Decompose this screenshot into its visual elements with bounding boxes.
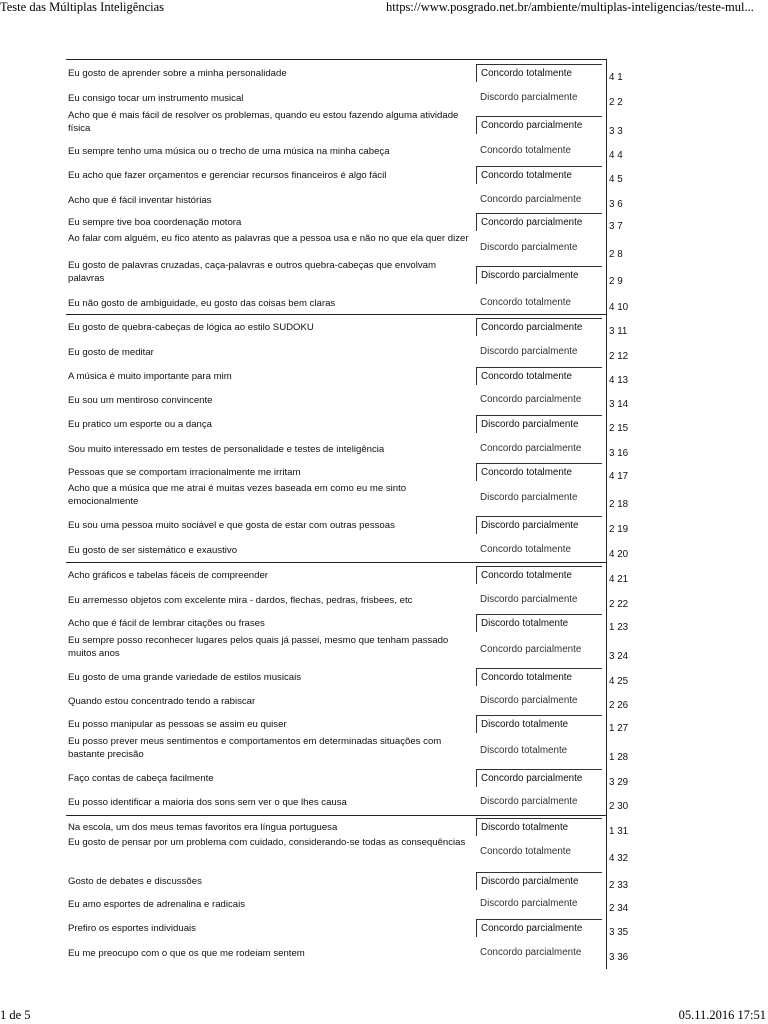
answer-select[interactable]: Discordo parcialmente [476,872,602,890]
answer-select[interactable]: Concordo totalmente [476,566,602,584]
answer-select[interactable]: Concordo totalmente [480,544,571,555]
question-number: 31 [617,826,629,837]
question-row [66,110,666,142]
question-row [66,144,666,166]
question-text: Eu arremesso objetos com excelente mira - dardos, flechas, pedras, frisbees, etc [68,595,413,606]
question-text: Eu gosto de ser sistemático e exaustivo [68,545,238,556]
question-row [66,543,666,565]
question-text: A música é muito importante para mim [68,371,232,382]
question-number: 29 [617,777,629,788]
answer-select[interactable]: Concordo parcialmente [476,318,602,336]
question-number: 33 [617,880,629,891]
score-value: 2 [609,97,615,108]
question-number: 18 [617,499,629,510]
score-cell [609,599,628,610]
score-cell [609,880,628,891]
question-text: Ao falar com alguém, eu fico atento as palavras que a pessoa usa e não no que ela quer dizer [68,233,469,244]
score-value: 4 [609,174,615,185]
score-cell [609,97,623,108]
score-value: 1 [609,752,615,763]
answer-select[interactable]: Concordo parcialmente [476,213,602,231]
score-cell [609,249,623,260]
question-text: Acho que é fácil de lembrar citações ou frases [68,618,265,629]
answer-select[interactable]: Discordo parcialmente [480,492,578,503]
score-value: 2 [609,801,615,812]
question-text: Eu gosto de uma grande variedade de estilos musicais [68,672,302,683]
score-cell [609,676,628,687]
answer-select[interactable]: Discordo totalmente [476,614,602,632]
answer-select[interactable]: Concordo totalmente [480,297,571,308]
question-text: Acho que a música que me atrai é muitas vezes baseada em como eu me sinto emocionalmente [68,483,407,507]
question-number: 25 [617,676,629,687]
document-title: Teste das Múltiplas Inteligências [0,0,165,14]
question-number: 15 [617,423,629,434]
question-row [66,736,666,768]
score-cell [609,700,628,711]
question-number: 20 [617,549,629,560]
question-row [66,260,666,292]
score-cell [609,375,628,386]
score-value: 4 [609,574,615,585]
question-row [66,417,666,439]
question-row [66,296,666,318]
question-text: Eu posso prever meus sentimentos e comportamentos em determinadas situações com bastante precisão [68,736,442,760]
score-value: 4 [609,471,615,482]
score-value: 4 [609,72,615,83]
question-number: 19 [617,524,629,535]
score-value: 4 [609,853,615,864]
score-value: 3 [609,448,615,459]
answer-select[interactable]: Discordo parcialmente [480,695,578,706]
question-row [66,635,666,667]
question-number: 35 [617,927,629,938]
question-text: Eu acho que fazer orçamentos e gerenciar recursos financeiros é algo fácil [68,170,387,181]
question-text: Eu sempre tive boa coordenação motora [68,217,242,228]
answer-select[interactable]: Discordo parcialmente [480,92,578,103]
question-row [66,369,666,391]
score-cell [609,622,628,633]
score-cell [609,351,628,362]
question-text: Na escola, um dos meus temas favoritos era língua portuguesa [68,822,338,833]
question-number: 26 [617,700,629,711]
question-number: 10 [617,302,629,313]
question-number: 21 [617,574,629,585]
score-value: 3 [609,199,615,210]
question-text: Eu consigo tocar um instrumento musical [68,93,244,104]
question-text: Eu posso manipular as pessoas se assim eu quiser [68,719,287,730]
question-number: 2 [617,97,623,108]
question-row [66,518,666,540]
question-text: Eu gosto de pensar por um problema com cuidado, considerando-se todas as consequências [68,837,466,848]
question-number: 6 [617,199,623,210]
score-value: 3 [609,126,615,137]
answer-select[interactable]: Concordo parcialmente [476,769,602,787]
question-row [66,874,666,896]
answer-select[interactable]: Concordo parcialmente [480,194,582,205]
question-text: Faço contas de cabeça facilmente [68,773,214,784]
question-number: 17 [617,471,629,482]
page-header [0,0,768,16]
score-cell [609,150,623,161]
document-url[interactable]: https://www.posgrado.net.br/ambiente/multiplas-inteligencias/teste-mul... [386,0,754,14]
score-value: 3 [609,221,615,232]
question-text: Gosto de debates e discussões [68,876,202,887]
question-text: Eu não gosto de ambiguidade, eu gosto das coisas bem claras [68,298,336,309]
answer-select[interactable]: Concordo parcialmente [480,443,582,454]
question-number: 34 [617,903,629,914]
question-row [66,837,666,869]
answer-select[interactable]: Concordo parcialmente [480,644,582,655]
score-value: 2 [609,351,615,362]
score-value: 2 [609,276,615,287]
score-cell [609,199,623,210]
score-cell [609,276,623,287]
question-row [66,795,666,817]
answer-select[interactable]: Concordo parcialmente [476,116,602,134]
question-number: 27 [617,723,629,734]
question-text: Eu posso identificar a maioria dos sons sem ver o que lhes causa [68,797,347,808]
score-value: 4 [609,150,615,161]
score-value: 2 [609,423,615,434]
question-row [66,694,666,716]
question-row [66,66,666,88]
question-text: Eu sempre tenho uma música ou o trecho de uma música na minha cabeça [68,146,390,157]
question-number: 5 [617,174,623,185]
score-value: 3 [609,777,615,788]
answer-select[interactable]: Concordo parcialmente [480,947,582,958]
question-text: Eu sempre posso reconhecer lugares pelos quais já passei, mesmo que tenham passado muitos anos [68,635,449,659]
score-cell [609,752,628,763]
question-number: 9 [617,276,623,287]
question-text: Eu sou uma pessoa muito sociável e que gosta de estar com outras pessoas [68,520,395,531]
score-cell [609,801,628,812]
score-cell [609,549,628,560]
question-number: 3 [617,126,623,137]
question-number: 23 [617,622,629,633]
answer-select[interactable]: Concordo totalmente [480,846,571,857]
answer-select[interactable]: Concordo totalmente [476,367,602,385]
score-value: 3 [609,651,615,662]
score-cell [609,72,623,83]
score-cell [609,423,628,434]
page-number: 1 de 5 [0,1008,31,1022]
score-cell [609,221,623,232]
question-text: Eu gosto de aprender sobre a minha personalidade [68,68,287,79]
question-text: Eu gosto de quebra-cabeças de lógica ao estilo SUDOKU [68,322,314,333]
question-text: Sou muito interessado em testes de personalidade e testes de inteligência [68,444,385,455]
score-value: 4 [609,549,615,560]
question-number: 14 [617,399,629,410]
score-value: 1 [609,622,615,633]
question-row [66,568,666,590]
score-value: 2 [609,880,615,891]
question-number: 12 [617,351,629,362]
score-value: 4 [609,676,615,687]
score-value: 3 [609,326,615,337]
page-footer [0,1006,768,1024]
score-cell [609,326,627,337]
answer-select[interactable]: Discordo parcialmente [476,516,602,534]
score-cell [609,952,628,963]
score-value: 2 [609,903,615,914]
question-text: Acho gráficos e tabelas fáceis de compreender [68,570,268,581]
question-number: 16 [617,448,629,459]
score-value: 2 [609,524,615,535]
answer-select[interactable]: Concordo parcialmente [480,394,582,405]
score-cell [609,853,628,864]
score-cell [609,499,628,510]
question-row [66,345,666,367]
answer-select[interactable]: Discordo totalmente [480,745,568,756]
answer-select[interactable]: Concordo totalmente [476,166,602,184]
score-value: 4 [609,375,615,386]
answer-select[interactable]: Concordo totalmente [480,145,571,156]
answer-select[interactable]: Concordo parcialmente [476,919,602,937]
question-row [66,946,666,968]
question-text: Eu amo esportes de adrenalina e radicais [68,899,246,910]
score-cell [609,302,628,313]
answer-select[interactable]: Discordo parcialmente [480,594,578,605]
question-row [66,193,666,215]
score-cell [609,471,628,482]
question-text: Eu pratico um esporte ou a dança [68,419,212,430]
question-number: 7 [617,221,623,232]
question-text: Eu gosto de palavras cruzadas, caça-palavras e outros quebra-cabeças que envolvam palavras [68,260,436,284]
score-value: 1 [609,723,615,734]
score-value: 2 [609,700,615,711]
score-value: 3 [609,952,615,963]
score-value: 3 [609,927,615,938]
print-datetime: 05.11.2016 17:51 [678,1008,766,1022]
score-value: 4 [609,302,615,313]
question-number: 30 [617,801,629,812]
question-number: 24 [617,651,629,662]
score-cell [609,927,628,938]
score-cell [609,174,623,185]
score-cell [609,903,628,914]
question-number: 36 [617,952,629,963]
answer-select[interactable]: Discordo parcialmente [480,346,578,357]
score-cell [609,777,628,788]
score-value: 1 [609,826,615,837]
score-cell [609,826,628,837]
score-value: 3 [609,399,615,410]
score-value: 2 [609,599,615,610]
score-cell [609,126,623,137]
answer-select[interactable]: Discordo totalmente [476,715,602,733]
answer-select[interactable]: Concordo totalmente [476,668,602,686]
question-text: Acho que é mais fácil de resolver os problemas, quando eu estou fazendo alguma atividade física [68,110,459,134]
question-text: Eu gosto de meditar [68,347,154,358]
question-text: Prefiro os esportes individuais [68,923,196,934]
question-row [66,670,666,692]
question-text: Quando estou concentrado tendo a rabiscar [68,696,256,707]
question-number: 4 [617,150,623,161]
question-row [66,320,666,342]
question-number: 13 [617,375,629,386]
question-row [66,593,666,615]
score-cell [609,399,628,410]
question-number: 32 [617,853,629,864]
answer-select[interactable]: Concordo totalmente [476,64,602,82]
question-text: Acho que é fácil inventar histórias [68,195,212,206]
answer-select[interactable]: Discordo parcialmente [476,415,602,433]
score-cell [609,723,628,734]
section-divider [66,59,606,60]
question-row [66,393,666,415]
score-value: 2 [609,499,615,510]
answer-select[interactable]: Discordo totalmente [476,818,602,836]
question-text: Pessoas que se comportam irracionalmente me irritam [68,467,301,478]
answer-select[interactable]: Discordo parcialmente [476,266,602,284]
answer-select[interactable]: Discordo parcialmente [480,898,578,909]
question-text: Eu me preocupo com o que os que me rodeiam sentem [68,948,305,959]
question-number: 8 [617,249,623,260]
score-cell [609,651,628,662]
question-number: 1 [617,72,623,83]
question-number: 28 [617,752,629,763]
score-cell [609,574,628,585]
answer-select[interactable]: Discordo parcialmente [480,242,578,253]
question-row [66,168,666,190]
score-cell [609,448,628,459]
question-number: 11 [617,326,628,337]
score-value: 2 [609,249,615,260]
answer-select[interactable]: Concordo totalmente [476,463,602,481]
question-row [66,897,666,919]
question-text: Eu sou um mentiroso convincente [68,395,213,406]
question-row [66,921,666,943]
question-row [66,442,666,464]
question-row [66,483,666,515]
question-number: 22 [617,599,629,610]
question-row [66,771,666,793]
answer-select[interactable]: Discordo parcialmente [480,796,578,807]
score-cell [609,524,628,535]
